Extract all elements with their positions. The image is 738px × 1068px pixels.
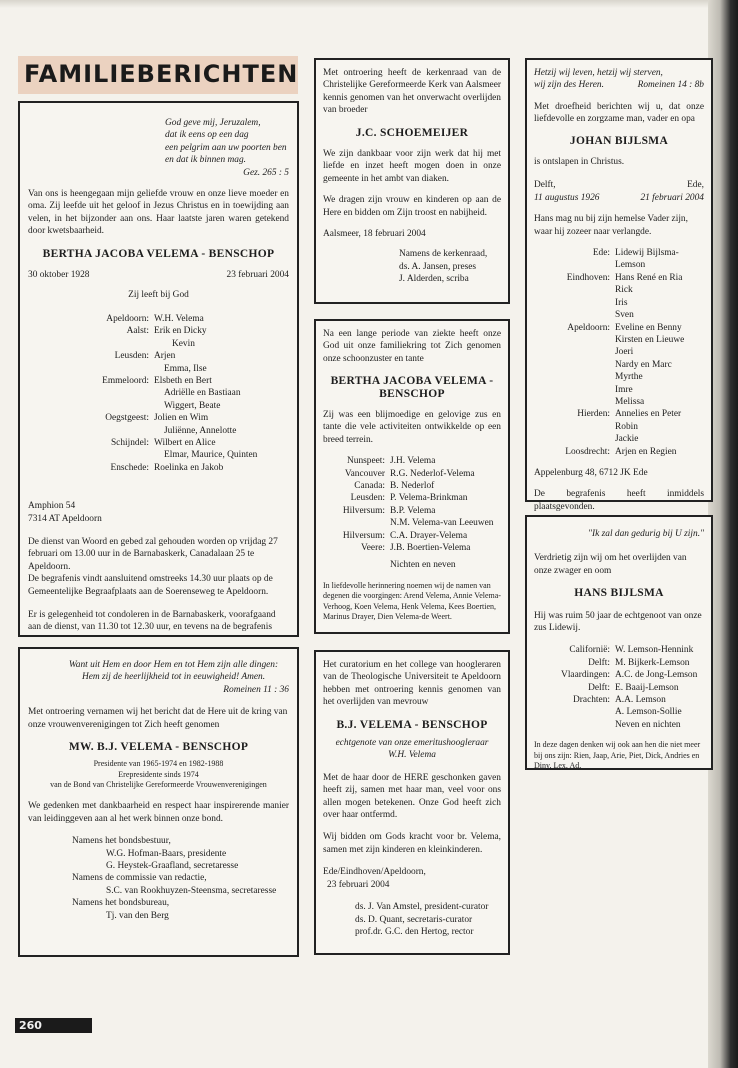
address-line: Appelenburg 48, 6712 JK Ede — [534, 467, 648, 478]
notice-line: is ontslapen in Christus. — [534, 157, 625, 168]
deceased-name: JOHAN BIJLSMA — [569, 134, 669, 147]
family-row — [323, 505, 501, 517]
place-date: 23 februari 2004 — [327, 879, 390, 890]
signature-line: prof.dr. G.C. den Hertog, rector — [355, 926, 474, 937]
family-row — [323, 517, 501, 529]
place-date: Aalsmeer, 18 februari 2004 — [323, 229, 426, 240]
family-row — [534, 334, 704, 346]
family-row — [534, 309, 704, 321]
family-place: Apeldoorn: — [106, 313, 149, 324]
section-title: FAMILIEBERICHTEN — [24, 60, 299, 88]
family-place: Hilversum: — [342, 530, 385, 541]
family-names: Eveline en Benny — [615, 322, 682, 333]
family-names: Roelinka en Jakob — [154, 462, 224, 473]
family-place — [534, 309, 615, 321]
signature-line: ds. D. Quant, secretaris-curator — [355, 914, 473, 925]
signature-line: Namens de commissie van redactie, — [72, 873, 207, 884]
family-row — [323, 542, 501, 554]
verse-reference: Gez. 265 : 5 — [243, 167, 289, 178]
family-place — [534, 371, 615, 383]
verse-line: Hem zij de heerlijkheid tot in eeuwigheid! Amen. — [81, 672, 266, 683]
verse-line: Hetzij wij leven, hetzij wij sterven, — [534, 68, 663, 78]
family-row — [28, 363, 289, 375]
family-place: Schijndel: — [110, 437, 149, 448]
family-row — [28, 313, 289, 325]
deceased-name: BERTHA JACOBA VELEMA - — [330, 375, 494, 388]
address-block — [28, 500, 289, 525]
signature-line: Tj. van den Berg — [106, 910, 169, 921]
deceased-name: BENSCHOP — [379, 387, 445, 400]
family-row — [534, 396, 704, 408]
family-names: J.B. Boertien-Velema — [390, 543, 471, 554]
family-row — [28, 412, 289, 424]
address-line: Amphion 54 — [28, 501, 76, 512]
family-place — [323, 559, 390, 571]
deceased-name: BERTHA JACOBA VELEMA - BENSCHOP — [42, 247, 275, 260]
death-place: Ede, — [687, 180, 704, 191]
signature-line: W.G. Hofman-Baars, presidente — [106, 848, 227, 859]
family-row — [534, 371, 704, 383]
family-row — [534, 669, 704, 681]
family-names: Myrthe — [615, 372, 643, 383]
family-row — [534, 657, 704, 669]
family-place: Delft: — [588, 682, 610, 693]
signature-block — [28, 835, 289, 922]
family-place: Eindhoven: — [566, 272, 610, 283]
family-names: Arjen — [154, 351, 176, 362]
family-names: B.P. Velema — [390, 505, 436, 516]
family-names: Jolien en Wim — [154, 413, 209, 424]
notice-intro: Na een lange periode van ziekte heeft onze God uit onze familiekring tot Zich genomen onze schoonzuster en tante — [323, 329, 501, 364]
family-place — [534, 346, 615, 358]
family-place — [534, 421, 615, 433]
family-names: Rick — [615, 285, 633, 296]
family-row — [534, 384, 704, 396]
family-names: Sven — [615, 310, 634, 321]
family-row — [28, 350, 289, 362]
notice-body: We zijn dankbaar voor zijn werk dat hij met liefde en inzet heeft mogen doen in onze gemeente in het ambt van diaken. — [323, 149, 501, 184]
notice-intro: Met ontroering vernamen wij het bericht dat de Here uit de kring van onze vrouwenverenigingen tot Zich heeft genomen — [28, 707, 288, 730]
family-names: Wilbert en Alice — [154, 437, 216, 448]
condolence-info: Er is gelegenheid tot condoleren in de Barnabaskerk, voorafgaand aan de dienst, van 11.30 tot 12.30 uur, en tevens na de begrafenis — [28, 610, 276, 633]
family-row — [323, 492, 501, 504]
family-place: Aalst: — [126, 326, 149, 337]
family-row — [323, 468, 501, 480]
family-place: Drachten: — [573, 695, 610, 706]
signature-line: G. Heystek-Graafland, secretaresse — [106, 860, 239, 871]
signature-line: ds. J. Van Amstel, president-curator — [355, 902, 489, 913]
place-date: Ede/Eindhoven/Apeldoorn, — [323, 867, 426, 878]
family-place: Hilversum: — [342, 505, 385, 516]
family-place: Veere: — [361, 543, 385, 554]
family-row — [534, 694, 704, 706]
verse-block — [28, 117, 289, 179]
subtitle-line: W.H. Velema — [388, 750, 436, 761]
verse-reference: Romeinen 14 : 8b — [637, 80, 704, 91]
signature-block — [323, 901, 501, 938]
family-names: Erik en Dicky — [154, 326, 207, 337]
family-row — [534, 346, 704, 358]
family-names: Robin — [615, 421, 638, 432]
family-names: Joeri — [615, 347, 634, 358]
notice-johan-bijlsma — [525, 58, 713, 512]
notice-hans-bijlsma — [525, 515, 713, 770]
family-names: Elsbeth en Bert — [154, 375, 212, 386]
family-row — [28, 387, 289, 399]
signature-line: S.C. van Rookhuyzen-Steensma, secretaresse — [106, 885, 277, 896]
family-names: Melissa — [615, 396, 645, 407]
family-place — [534, 396, 615, 408]
family-names: Imre — [615, 384, 633, 395]
family-names: Wiggert, Beate — [164, 400, 221, 411]
family-names: Neven en nichten — [615, 719, 681, 730]
family-place: Vancouver — [344, 468, 385, 479]
family-names: P. Velema-Brinkman — [390, 493, 468, 504]
page-top-shadow — [0, 0, 738, 8]
notice-intro: Verdrietig zijn wij om het overlijden van onze zwager en oom — [534, 553, 687, 576]
family-row — [28, 449, 289, 461]
family-row — [28, 375, 289, 387]
signature-line: Namens het bondsbureau, — [72, 898, 170, 909]
family-place — [534, 297, 615, 309]
family-place — [534, 384, 615, 396]
family-place — [534, 334, 615, 346]
family-list — [534, 644, 704, 731]
family-place: Californië: — [569, 645, 610, 656]
role-line: Presidente van 1965-1974 en 1982-1988 — [93, 759, 224, 769]
role-line: Erepresidente sinds 1974 — [118, 769, 199, 779]
verse-line: en dat ik binnen mag. — [165, 155, 246, 166]
family-row — [28, 400, 289, 412]
family-place: Canada: — [354, 481, 385, 492]
family-place: Leusden: — [114, 351, 149, 362]
signature-line: ds. A. Jansen, preses — [399, 261, 477, 272]
family-place: Vlaardingen: — [561, 670, 610, 681]
family-names: W.H. Velema — [154, 313, 204, 324]
notice-intro: Met ontroering heeft de kerkenraad van de Christelijke Gereformeerde Kerk van Aalsmeer kennis genomen van het onverwacht overlijden van broeder — [323, 68, 501, 116]
signature-line: J. Alderden, scriba — [399, 274, 469, 285]
notice-body: Wij bidden om Gods kracht voor br. Velema, samen met zijn kinderen en kleinkinderen. — [323, 832, 501, 855]
family-names: Emma, Ilse — [164, 363, 207, 374]
family-row — [534, 644, 704, 656]
family-row — [534, 421, 704, 433]
family-names: A. Lemson-Sollie — [615, 707, 682, 718]
dates-row — [534, 192, 704, 204]
family-row — [534, 247, 704, 272]
section-banner — [18, 56, 298, 94]
family-row — [534, 446, 704, 458]
notice-womens-union — [18, 647, 299, 957]
family-place — [534, 284, 615, 296]
notice-body: Hans mag nu bij zijn hemelse Vader zijn, waar hij zozeer naar verlangde. — [534, 214, 688, 237]
family-place: Delft: — [588, 657, 610, 668]
dates-row — [28, 269, 289, 281]
family-place — [323, 517, 390, 529]
family-row — [534, 284, 704, 296]
family-row — [534, 272, 704, 284]
family-names: W. Lemson-Hennink — [615, 645, 694, 656]
service-info: De dienst van Woord en gebed zal gehouden worden op vrijdag 27 februari om 13.00 uur in de Barnabaskerk, Canadalaan 25 te Apeldoorn. — [28, 536, 278, 572]
family-row — [534, 433, 704, 445]
family-row — [534, 706, 704, 718]
family-row — [534, 719, 704, 731]
family-names: C.A. Drayer-Velema — [390, 530, 468, 541]
family-row — [28, 325, 289, 337]
family-names: Hans René en Ria — [615, 272, 683, 283]
family-names: A.A. Lemson — [615, 695, 666, 706]
notice-body: We gedenken met dankbaarheid en respect haar inspirerende manier van leidinggeven aan al het werk binnen onze bond. — [28, 801, 289, 824]
family-names: J.H. Velema — [390, 456, 436, 467]
family-place: Apeldoorn: — [567, 322, 610, 333]
death-date: 21 februari 2004 — [640, 192, 704, 203]
family-place: Oegstgeest: — [105, 413, 149, 424]
signature-line: Namens het bondsbestuur, — [72, 836, 171, 847]
family-row — [534, 359, 704, 371]
family-row — [323, 530, 501, 542]
family-row — [323, 455, 501, 467]
family-names: Elmar, Maurice, Quinten — [164, 450, 258, 461]
verse-line: wij zijn des Heren. — [534, 80, 604, 91]
family-row — [28, 462, 289, 474]
notice-body: Met de haar door de HERE geschonken gaven heeft zij, samen met haar man, veel voor ons allen mogen betekenen. Onze God heeft zich over haar ontfermd. — [323, 772, 501, 821]
family-names: Adriëlle en Bastiaan — [164, 388, 241, 399]
death-date: 23 februari 2004 — [226, 270, 289, 281]
family-row — [28, 425, 289, 437]
family-place: Loosdrecht: — [565, 446, 610, 457]
family-names: Arjen en Regien — [615, 446, 677, 457]
family-place — [534, 719, 615, 731]
memory-note: In deze dagen denken wij ook aan hen die niet meer bij ons zijn: Rien, Jaap, Arie, Piet, Dick, Andries en Diny, Lex, Ad. — [534, 740, 701, 770]
notice-intro: Het curatorium en het college van hoogleraren van de Theologische Universiteit te Apeldoorn hebben met ontroering kennis genomen van het overlijden van mevrouw — [323, 660, 501, 708]
family-names: Juliënne, Annelotte — [164, 425, 237, 436]
deceased-name: HANS BIJLSMA — [574, 587, 664, 600]
verse-line: Want uit Hem en door Hem en tot Hem zijn alle dingen: — [68, 660, 279, 670]
family-names: A.C. de Jong-Lemson — [615, 670, 698, 681]
family-place — [534, 359, 615, 371]
family-list — [323, 455, 501, 571]
verse-line: "Ik zal dan gedurig bij U zijn." — [588, 529, 704, 539]
family-names: Kirsten en Lieuwe — [615, 334, 685, 345]
burial-info: De begrafenis heeft inmiddels plaatsgevonden. — [534, 489, 704, 512]
family-place — [28, 400, 154, 412]
address-line: 7314 AT Apeldoorn — [28, 513, 102, 524]
family-place: Enschede: — [110, 462, 149, 473]
verse-line: God geve mij, Jeruzalem, — [165, 118, 261, 128]
family-row — [323, 480, 501, 492]
notice-velema-family — [18, 101, 299, 637]
family-row — [323, 559, 501, 571]
family-row — [28, 338, 289, 350]
verse-row — [534, 79, 704, 91]
family-row — [534, 682, 704, 694]
family-names: Annelies en Peter — [615, 409, 682, 420]
deceased-name: J.C. SCHOEMEIJER — [355, 126, 469, 139]
notice-church-council — [314, 58, 510, 304]
verse-reference: Romeinen 11 : 36 — [223, 684, 289, 695]
page-number: 260 — [15, 1018, 92, 1033]
notice-body: Zij was een blijmoedige en gelovige zus en tante die vele activiteiten ontwikkelde op een breed terrein. — [323, 410, 501, 445]
notice-body: Hij was ruim 50 jaar de echtgenoot van onze zus Lidewij. — [534, 610, 702, 634]
family-names: Iris — [615, 297, 628, 308]
family-list — [534, 247, 704, 458]
signature-line: Namens de kerkenraad, — [399, 249, 488, 260]
roles-block — [28, 759, 289, 790]
family-place — [28, 425, 154, 437]
deceased-name: B.J. VELEMA - BENSCHOP — [336, 718, 488, 731]
family-place: Emmeloord: — [102, 375, 149, 386]
subtitle-line: echtgenote van onze emeritushoogleraar — [335, 738, 489, 749]
family-place — [28, 338, 154, 350]
family-names: Lidewij Bijlsma-Lemson — [615, 248, 679, 271]
notice-intro: Van ons is heengegaan mijn geliefde vrouw en onze lieve moeder en oma. Zij leefde uit het geloof in Jezus Christus en in toewijding aan velen, in het bijzonder aan ons. Haar laatste jaren waren getekend door kwetsbaarheid. — [28, 189, 289, 237]
birth-date: 11 augustus 1926 — [534, 192, 600, 203]
family-names: E. Baaij-Lemson — [615, 682, 679, 693]
verse-line: dat ik eens op een dag — [165, 130, 249, 141]
family-row — [28, 437, 289, 449]
family-names: R.G. Nederlof-Velema — [390, 468, 475, 479]
family-names: B. Nederlof — [390, 481, 435, 492]
family-place — [534, 433, 615, 445]
family-place: Ede: — [592, 248, 610, 259]
role-line: van de Bond van Christelijke Gereformeerde Vrouwenverenigingen — [50, 780, 267, 790]
memory-note: In liefdevolle herinnering noemen wij de namen van degenen die voorgingen: Arend Velema, Annie Velema-Verhoog, Koen Velema, Henk Velema, Kees Boertien, Marinus Drayer, Dien Velema-de Weert. — [323, 580, 501, 621]
burial-info: De begrafenis vindt aansluitend omstreeks 14.30 uur plaats op de Gemeentelijke Begraafplaats aan de Soerenseweg te Apeldoorn. — [28, 574, 273, 597]
family-names: Nichten en neven — [390, 559, 456, 570]
family-place: Leusden: — [350, 493, 385, 504]
family-place — [28, 363, 154, 375]
signature-block — [323, 248, 501, 285]
family-row — [534, 322, 704, 334]
family-names: Jackie — [615, 434, 639, 445]
family-place — [534, 706, 615, 718]
family-list — [28, 313, 289, 474]
family-row — [534, 408, 704, 420]
family-place: Nunspeet: — [346, 456, 385, 467]
notice-theological-university — [314, 650, 510, 955]
birth-place: Delft, — [534, 180, 556, 191]
family-place: Hierden: — [577, 409, 610, 420]
family-place — [28, 387, 154, 399]
notice-intro: Met droefheid berichten wij u, dat onze liefdevolle en zorgzame man, vader en opa — [534, 101, 704, 125]
family-names: M. Bijkerk-Lemson — [615, 657, 690, 668]
family-names: Kevin — [172, 338, 195, 349]
family-place — [28, 449, 154, 461]
family-names: Nardy en Marc — [615, 359, 672, 370]
verse-line: een pelgrim aan uw poorten ben — [165, 142, 287, 153]
places-row — [534, 179, 704, 191]
notice-line: Zij leeft bij God — [128, 290, 189, 301]
family-row — [534, 297, 704, 309]
family-names: N.M. Velema-van Leeuwen — [390, 518, 494, 529]
notice-family-circle — [314, 319, 510, 634]
birth-date: 30 oktober 1928 — [28, 270, 90, 281]
notice-body: We dragen zijn vrouw en kinderen op aan de Here en bidden om Zijn troost en nabijheid. — [323, 195, 501, 218]
deceased-name: MW. B.J. VELEMA - BENSCHOP — [68, 741, 249, 754]
